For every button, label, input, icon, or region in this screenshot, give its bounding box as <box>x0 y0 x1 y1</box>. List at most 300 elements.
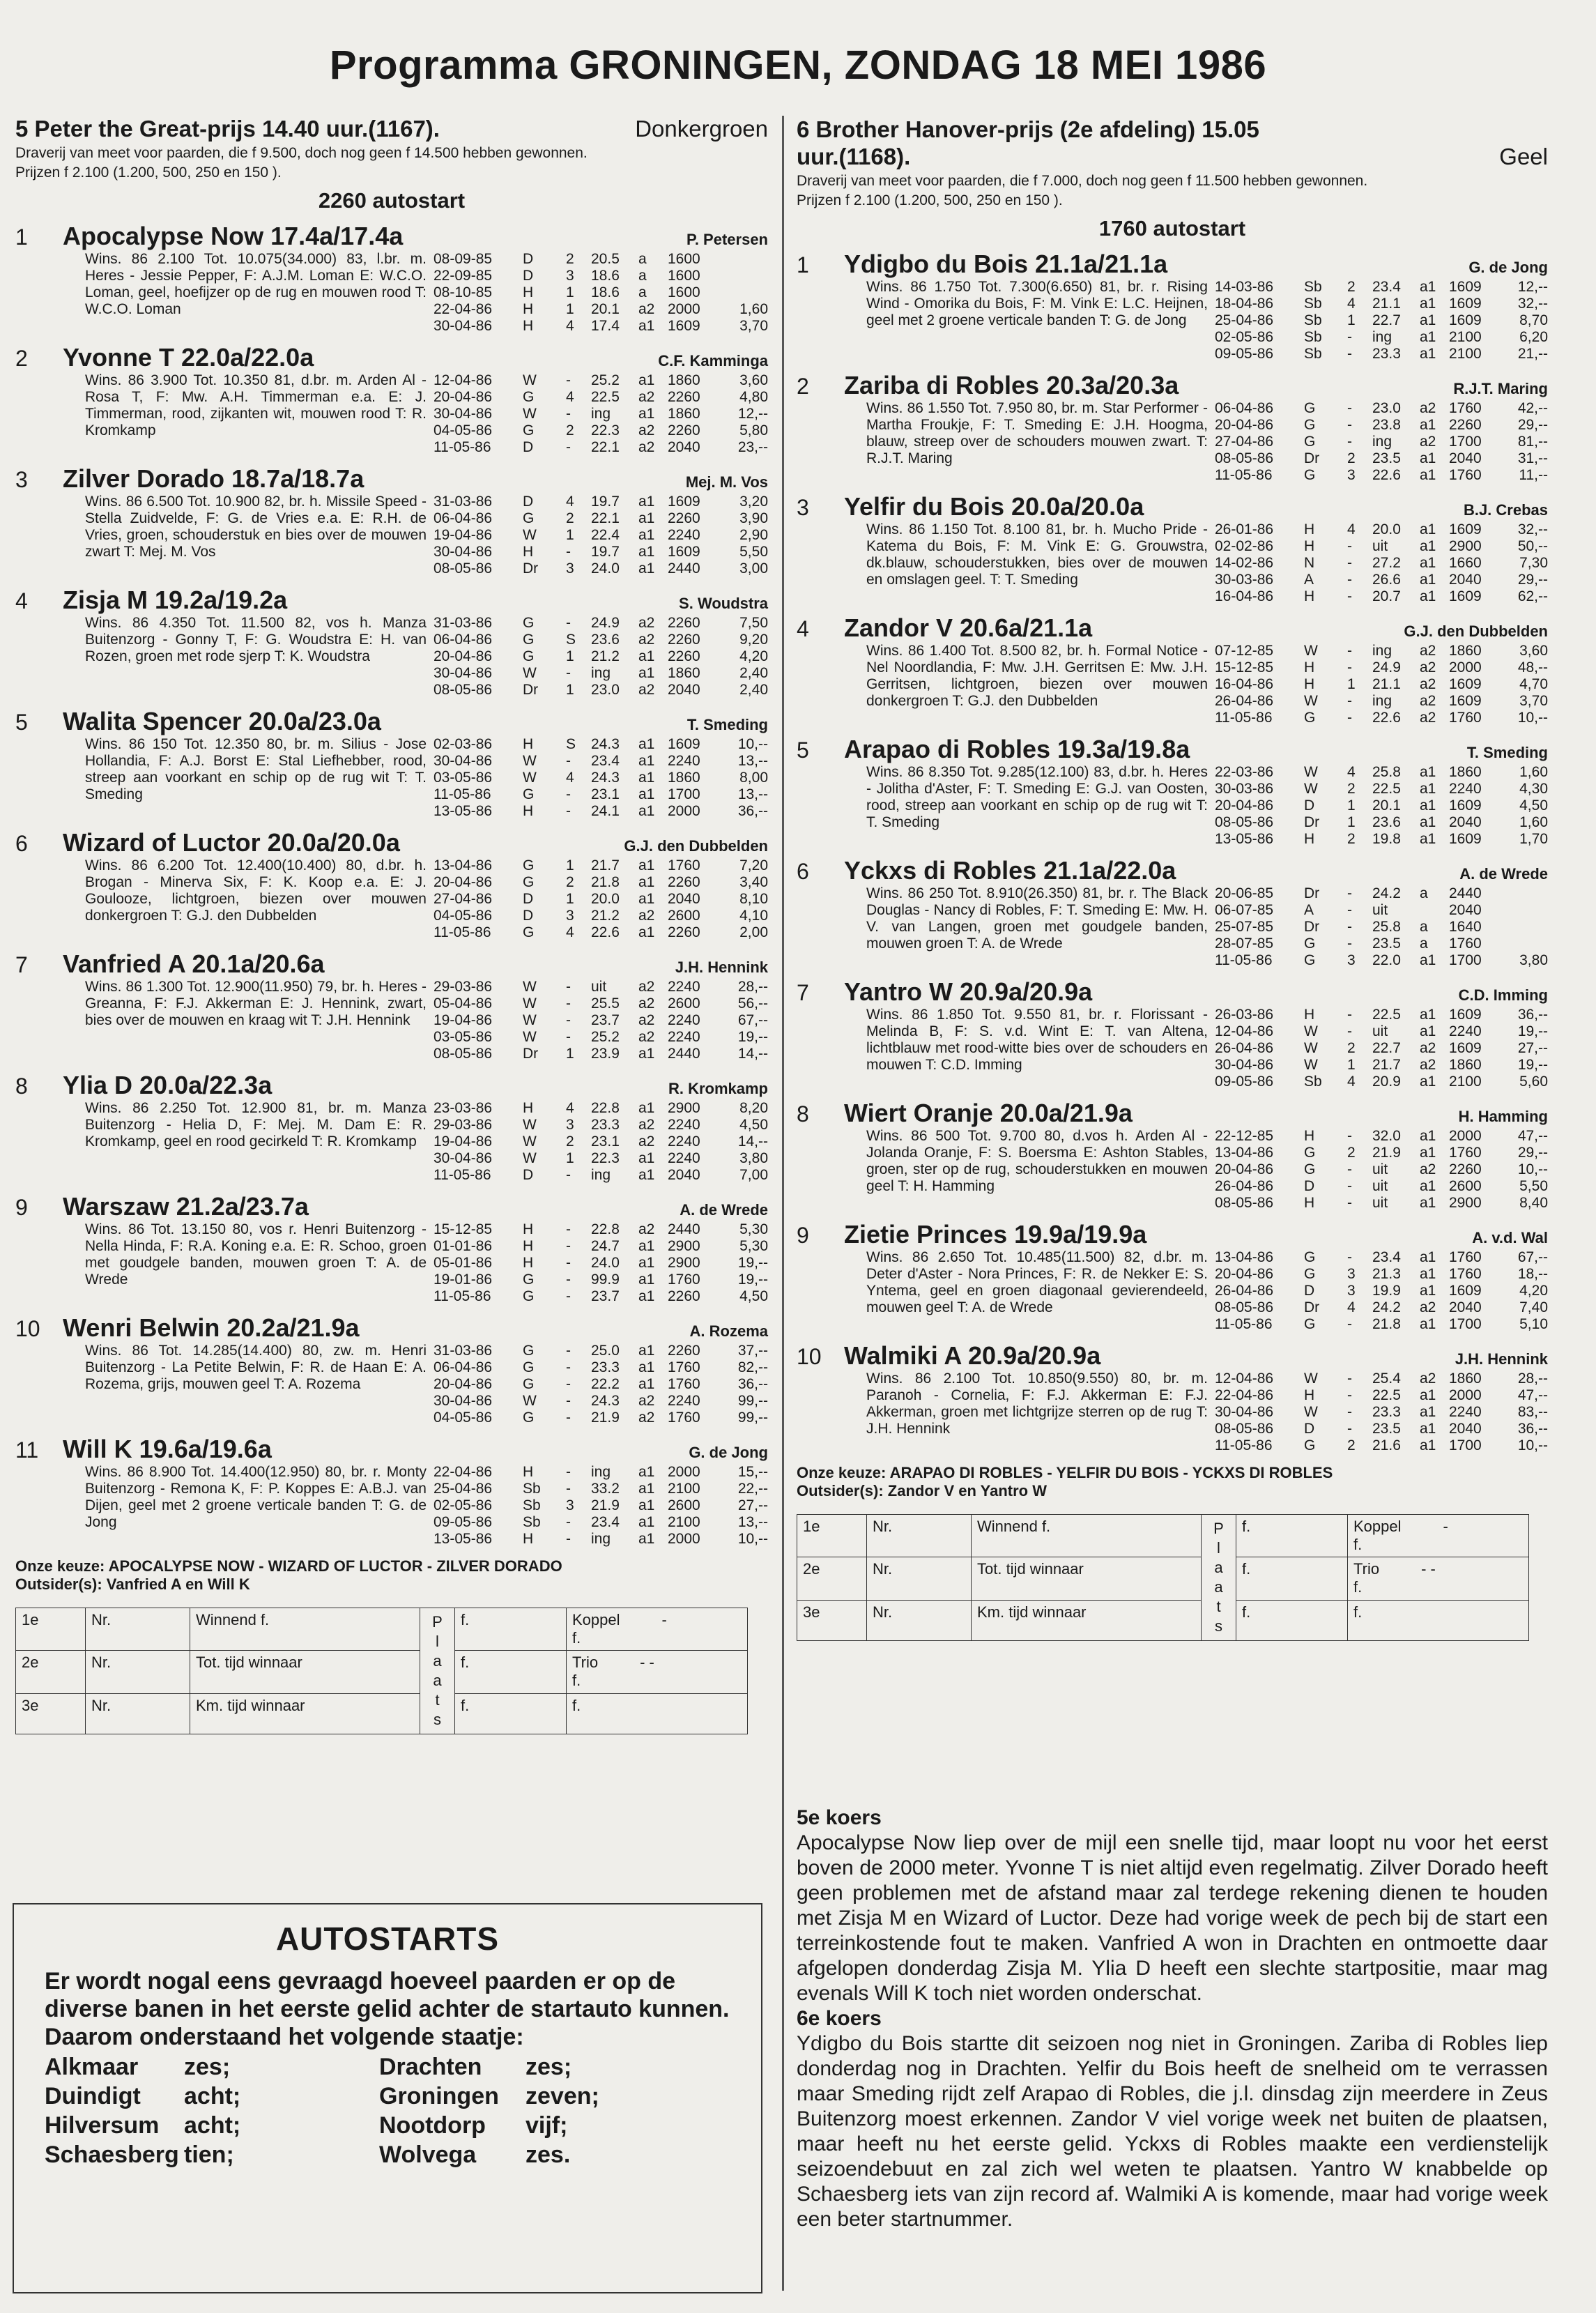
start-row <box>1215 693 1548 710</box>
bet-extra-f: f. <box>1353 1578 1363 1596</box>
horse-starts <box>1215 400 1548 484</box>
start-row <box>1215 952 1548 969</box>
start-cell: - <box>1347 1178 1352 1194</box>
start-cell: 19,-- <box>1517 1057 1548 1073</box>
start-cell: - <box>1347 572 1352 588</box>
start-cell: 2 <box>1347 1145 1356 1161</box>
horse-entry <box>15 1435 768 1548</box>
start-cell: 2040 <box>668 1167 700 1183</box>
start-cell <box>1505 919 1548 936</box>
bet-cell: Km. tijd winnaar <box>190 1693 420 1734</box>
horse-description: Wins. 86 8.350 Tot. 9.285(12.100) 83, d.br. h. Heres - Jolitha d'Aster, F: T. Smeding E: G.J. van Oosten, rood, streep aan voorkant en schip op de rug wit T: T. Smeding <box>866 764 1208 830</box>
start-cell: a1 <box>638 510 655 526</box>
start-cell: 48,-- <box>1517 659 1548 675</box>
start-cell: 1 <box>566 284 574 300</box>
start-cell: 4,80 <box>739 389 768 405</box>
start-cell: - <box>1347 400 1352 416</box>
start-cell: 2240 <box>1449 1404 1482 1420</box>
start-cell: 23.8 <box>1372 417 1401 433</box>
horse-name: Yckxs di Robles 21.1a/22.0a <box>844 856 1176 885</box>
start-cell: 22.7 <box>1372 312 1401 328</box>
start-cell: a2 <box>638 389 655 405</box>
start-row <box>433 908 768 924</box>
start-cell: 21.8 <box>591 874 620 890</box>
horse-header <box>797 1220 1548 1249</box>
start-cell: Dr <box>1304 450 1320 466</box>
start-cell: 36,-- <box>1517 1421 1548 1437</box>
start-cell: 27-04-86 <box>1215 434 1274 450</box>
start-cell: 28,-- <box>1517 1371 1548 1387</box>
start-cell: 1860 <box>668 665 700 681</box>
horse-body <box>15 1464 768 1548</box>
start-cell: 23.3 <box>591 1117 620 1133</box>
start-cell: H <box>523 736 534 752</box>
start-cell: 1760 <box>1449 1249 1482 1265</box>
start-cell: 3,80 <box>739 1150 768 1166</box>
horse-number: 3 <box>15 467 28 492</box>
start-cell: 1860 <box>1449 1057 1482 1073</box>
start-row <box>433 1464 768 1481</box>
start-cell: - <box>566 1012 571 1028</box>
start-cell: 31,-- <box>1517 450 1548 466</box>
start-cell: 3,80 <box>1519 952 1548 968</box>
start-cell: a1 <box>638 1046 655 1062</box>
start-cell: 11-05-86 <box>433 439 491 455</box>
horse-driver: T. Smeding <box>686 716 768 733</box>
start-row <box>1215 1299 1548 1316</box>
start-cell: 2040 <box>668 891 700 907</box>
autostart-cell: Duindigt <box>45 2083 141 2109</box>
start-cell: 10,-- <box>737 1531 768 1547</box>
race-5-horse-list <box>15 222 768 1548</box>
horse-name: Arapao di Robles 19.3a/19.8a <box>844 735 1190 763</box>
horse-number: 1 <box>15 224 28 250</box>
column-divider <box>782 116 784 2291</box>
start-cell: 2000 <box>1449 1387 1482 1403</box>
start-cell: - <box>1347 1249 1352 1265</box>
start-cell: uit <box>1372 1195 1388 1211</box>
start-row <box>1215 467 1548 484</box>
start-cell: 2260 <box>668 1288 700 1304</box>
start-cell: a1 <box>638 1497 655 1513</box>
start-cell: a2 <box>638 1029 655 1045</box>
start-cell: a1 <box>1420 279 1436 295</box>
start-cell: 20-04-86 <box>1215 417 1274 433</box>
start-cell: 32,-- <box>1517 296 1548 312</box>
start-cell: 23.7 <box>591 1288 620 1304</box>
start-cell: G <box>523 1272 535 1288</box>
start-cell: 1609 <box>1449 312 1482 328</box>
start-cell: a2 <box>638 1117 655 1133</box>
start-cell: 2100 <box>1449 1074 1482 1090</box>
start-row <box>433 1221 768 1238</box>
start-cell: 24.2 <box>1372 885 1401 901</box>
horse-driver: G.J. den Dubbelden <box>1404 623 1548 640</box>
start-row <box>1215 1283 1548 1299</box>
start-cell: - <box>566 979 571 995</box>
horse-number: 1 <box>797 252 809 277</box>
start-cell: G <box>1304 434 1316 450</box>
start-cell: 24.1 <box>591 803 620 819</box>
start-row <box>1215 1178 1548 1195</box>
start-row <box>1215 312 1548 329</box>
start-cell: - <box>1347 885 1352 901</box>
start-cell: 23.1 <box>591 1133 620 1150</box>
start-cell: D <box>523 251 534 267</box>
start-cell: 1609 <box>1449 588 1482 604</box>
start-cell: a1 <box>638 1531 655 1547</box>
start-cell: 22.5 <box>1372 1007 1401 1023</box>
start-cell: 22.4 <box>591 527 620 543</box>
start-cell: W <box>523 406 537 422</box>
start-cell: 2 <box>1347 450 1356 466</box>
start-cell: - <box>566 1272 571 1288</box>
start-cell: - <box>566 1410 571 1426</box>
start-cell: 08-09-85 <box>433 251 493 267</box>
start-cell: 29-03-86 <box>433 979 493 995</box>
horse-description: Wins. 86 150 Tot. 12.350 80, br. m. Silius - Jose Hollandia, F: A.J. Borst E: Stal Liefhebber, rood, streep aan voorkant en schip op de rug wit T: T. Smeding <box>85 736 427 802</box>
start-cell: 2 <box>566 422 574 438</box>
horse-header <box>797 856 1548 885</box>
start-cell: 1660 <box>1449 555 1482 571</box>
bet-extra-label: Trio <box>1353 1560 1380 1578</box>
start-cell: 32.0 <box>1372 1128 1401 1144</box>
start-cell: H <box>1304 1195 1315 1211</box>
start-cell: H <box>1304 676 1315 692</box>
start-cell: a1 <box>638 874 655 890</box>
start-cell: W <box>523 1393 537 1409</box>
autostart-cell: Drachten <box>379 2054 482 2080</box>
start-cell: 7,00 <box>739 1167 768 1183</box>
start-cell: a1 <box>1420 764 1436 780</box>
start-row <box>1215 1074 1548 1090</box>
horse-description: Wins. 86 2.100 Tot. 10.850(9.550) 80, br. m. Paranoh - Cornelia, F: F.J. Akkerman E: F.J. Akkerman, groen met lichtgrijze sterren op de rug T: J.H. Hennink <box>866 1371 1208 1437</box>
start-cell: 2240 <box>668 1012 700 1028</box>
race-5-heading <box>15 116 768 142</box>
start-cell: W <box>523 1133 537 1150</box>
start-row <box>433 924 768 941</box>
start-cell: a2 <box>638 1221 655 1237</box>
start-cell: - <box>1347 1421 1352 1437</box>
start-cell: 19-04-86 <box>433 1133 493 1150</box>
start-cell: 5,60 <box>1519 1074 1548 1090</box>
start-cell: 2,40 <box>739 665 768 681</box>
horse-name: Yantro W 20.9a/20.9a <box>844 977 1093 1006</box>
horse-starts <box>1215 643 1548 726</box>
start-cell: W <box>523 770 537 786</box>
start-cell: 5,30 <box>739 1238 768 1254</box>
start-cell: 09-05-86 <box>1215 346 1274 362</box>
start-cell: - <box>566 753 571 769</box>
start-cell: 2040 <box>1449 1421 1482 1437</box>
start-row <box>1215 659 1548 676</box>
start-cell: a1 <box>638 406 655 422</box>
start-cell: 4,10 <box>739 908 768 924</box>
start-cell: 13,-- <box>737 1514 768 1530</box>
race-5-distance: 2260 autostart <box>318 188 466 213</box>
horse-entry <box>797 1220 1548 1333</box>
start-row <box>433 1272 768 1288</box>
start-cell: 4 <box>566 389 574 405</box>
horse-body <box>15 1221 768 1305</box>
start-cell: 4,20 <box>1519 1283 1548 1299</box>
start-row <box>1215 296 1548 312</box>
start-cell: 22.7 <box>1372 1040 1401 1056</box>
race-5-color: Donkergroen <box>635 116 768 142</box>
start-cell: 30-04-86 <box>433 753 493 769</box>
start-cell: 5,50 <box>739 544 768 560</box>
autostarts-text: Er wordt nogal eens gevraagd hoeveel paarden er op de diverse banen in het eerste gelid achter de startauto kunnen. Daarom onderstaand het volgende staatje: <box>45 1968 730 2050</box>
start-cell: 24.2 <box>1372 1299 1401 1315</box>
start-cell: 11-05-86 <box>433 1167 491 1183</box>
start-row <box>1215 831 1548 848</box>
start-cell: 22-03-86 <box>1215 764 1274 780</box>
start-cell: 21.7 <box>591 857 620 873</box>
start-cell: a1 <box>1420 1316 1436 1332</box>
horse-driver: R. Kromkamp <box>668 1080 768 1097</box>
start-row <box>433 979 768 995</box>
horse-name: Yvonne T 22.0a/22.0a <box>63 343 314 372</box>
start-cell: G <box>523 422 535 438</box>
start-cell: D <box>523 891 534 907</box>
start-cell: H <box>1304 538 1315 554</box>
start-row <box>433 318 768 335</box>
start-cell: a2 <box>638 1133 655 1150</box>
start-cell: a2 <box>1420 643 1436 659</box>
horse-body <box>15 979 768 1062</box>
start-cell: 1 <box>566 682 574 698</box>
start-row <box>433 439 768 456</box>
start-cell: 1 <box>1347 814 1356 830</box>
start-cell: 11-05-86 <box>1215 710 1273 726</box>
horse-number: 10 <box>797 1344 822 1369</box>
start-cell: 25.8 <box>1372 764 1401 780</box>
start-cell: a2 <box>1420 693 1436 709</box>
start-cell: 22,-- <box>737 1481 768 1497</box>
start-cell: 2240 <box>668 1029 700 1045</box>
start-cell: 5,80 <box>739 422 768 438</box>
start-cell: ing <box>1372 434 1392 450</box>
start-cell: D <box>1304 797 1315 814</box>
start-cell: 2440 <box>668 1221 700 1237</box>
start-row <box>1215 814 1548 831</box>
start-cell: a1 <box>1420 467 1436 483</box>
start-cell: 23.4 <box>1372 1249 1401 1265</box>
start-cell: 2100 <box>1449 346 1482 362</box>
start-cell: - <box>566 615 571 631</box>
start-cell: 22.6 <box>1372 710 1401 726</box>
autostart-cell: Alkmaar <box>45 2054 139 2080</box>
start-cell: 15-12-85 <box>433 1221 493 1237</box>
start-cell: 3 <box>1347 1283 1356 1299</box>
start-row <box>433 544 768 560</box>
start-cell: 2260 <box>668 615 700 631</box>
start-cell: uit <box>1372 1023 1388 1039</box>
bet-cell: Nr. <box>86 1608 190 1651</box>
start-cell: a <box>1420 919 1428 935</box>
horse-driver: T. Smeding <box>1466 744 1548 761</box>
start-cell: 21.2 <box>591 908 620 924</box>
start-cell: 22-04-86 <box>433 301 493 317</box>
start-cell: 22.6 <box>1372 467 1401 483</box>
start-row <box>1215 1404 1548 1421</box>
start-row <box>433 268 768 284</box>
start-cell: a2 <box>638 1012 655 1028</box>
bet-extra-label: Koppel <box>1353 1518 1402 1535</box>
start-row <box>1215 1316 1548 1333</box>
autostart-cell: Schaesberg <box>45 2142 179 2168</box>
start-cell: H <box>523 1255 534 1271</box>
start-cell: 20-04-86 <box>1215 1161 1274 1177</box>
start-cell: 13,-- <box>737 786 768 802</box>
start-cell: a2 <box>638 615 655 631</box>
bet-amount-cell: f. <box>1236 1600 1348 1640</box>
autostart-cell: Groningen <box>379 2083 499 2109</box>
start-row <box>433 770 768 786</box>
start-cell: W <box>1304 1057 1318 1073</box>
start-cell: 47,-- <box>1517 1387 1548 1403</box>
start-cell: 22.1 <box>591 510 620 526</box>
start-cell: a2 <box>638 422 655 438</box>
start-cell: 03-05-86 <box>433 1029 493 1045</box>
start-cell: - <box>1347 710 1352 726</box>
horse-driver: G. de Jong <box>1468 259 1548 276</box>
start-cell: G <box>1304 417 1316 433</box>
horse-driver: J.H. Hennink <box>1455 1350 1548 1368</box>
start-row <box>433 251 768 268</box>
start-cell: a1 <box>1420 1266 1436 1282</box>
horse-body <box>15 1100 768 1184</box>
start-cell: 22.8 <box>591 1100 620 1116</box>
start-cell: 1760 <box>668 857 700 873</box>
start-cell: 21.2 <box>591 648 620 664</box>
start-cell: 13-04-86 <box>433 857 493 873</box>
start-cell: 1 <box>1347 797 1356 814</box>
start-cell: - <box>566 544 571 560</box>
horse-body <box>15 494 768 577</box>
horse-header <box>15 343 768 372</box>
start-cell: 23.7 <box>591 1012 620 1028</box>
start-cell: a2 <box>1420 710 1436 726</box>
start-cell: 6,20 <box>1519 329 1548 345</box>
start-cell: 2900 <box>1449 538 1482 554</box>
horse-header <box>15 1192 768 1221</box>
start-cell: 1609 <box>1449 279 1482 295</box>
start-row <box>433 1167 768 1184</box>
start-cell: 2900 <box>668 1100 700 1116</box>
start-row <box>1215 1371 1548 1387</box>
start-cell: 42,-- <box>1517 400 1548 416</box>
race-6-distance: 1760 autostart <box>1098 216 1246 241</box>
autostarts-box <box>13 1903 762 2293</box>
start-cell: Sb <box>1304 1074 1322 1090</box>
start-cell: 1640 <box>1449 919 1482 935</box>
bet-extra-cell <box>1348 1600 1529 1640</box>
start-cell: 30-04-86 <box>1215 1057 1274 1073</box>
horse-driver: J.H. Hennink <box>675 959 768 976</box>
race-6-outsider: Outsider(s): Zandor V en Yantro W <box>797 1482 1047 1499</box>
start-cell: a2 <box>1420 659 1436 675</box>
horse-entry <box>15 464 768 577</box>
start-cell: a1 <box>1420 417 1436 433</box>
start-cell: 3,20 <box>739 494 768 510</box>
start-cell: 09-05-86 <box>1215 1074 1274 1090</box>
start-cell: a1 <box>638 736 655 752</box>
horse-body <box>797 764 1548 848</box>
start-cell: W <box>1304 1023 1318 1039</box>
start-cell: 1700 <box>668 786 700 802</box>
start-cell: 20-04-86 <box>1215 797 1274 814</box>
start-row <box>1215 450 1548 467</box>
start-row <box>433 1288 768 1305</box>
bet-amount-cell: f. <box>1236 1515 1348 1557</box>
start-cell: 4,50 <box>1519 797 1548 814</box>
start-cell: 1760 <box>1449 400 1482 416</box>
start-cell: G <box>523 615 535 631</box>
start-cell: 2040 <box>1449 902 1482 918</box>
start-cell: 23.0 <box>1372 400 1401 416</box>
start-cell: Sb <box>523 1481 541 1497</box>
start-cell: 8,40 <box>1519 1195 1548 1211</box>
start-cell: 2000 <box>668 301 700 317</box>
start-cell: G <box>523 389 535 405</box>
start-cell: Dr <box>1304 919 1320 935</box>
start-cell: 1609 <box>668 318 700 334</box>
start-cell: 24.3 <box>591 770 620 786</box>
start-cell: 2 <box>1347 1437 1356 1453</box>
start-cell: 8,00 <box>739 770 768 786</box>
horse-starts <box>433 615 768 699</box>
start-cell: G <box>1304 1266 1316 1282</box>
start-cell: a2 <box>638 1393 655 1409</box>
start-cell: 30-03-86 <box>1215 572 1274 588</box>
start-row <box>433 1359 768 1376</box>
start-cell: 13-04-86 <box>1215 1145 1274 1161</box>
horse-driver: C.F. Kamminga <box>658 352 768 369</box>
horse-name: Ylia D 20.0a/22.3a <box>63 1071 273 1099</box>
start-cell: 67,-- <box>737 1012 768 1028</box>
start-cell: a2 <box>1420 676 1436 692</box>
start-cell: 3 <box>1347 1266 1356 1282</box>
bet-cell: Nr. <box>86 1651 190 1693</box>
start-cell: a2 <box>1420 1057 1436 1073</box>
start-cell: 62,-- <box>1517 588 1548 604</box>
horse-body <box>797 400 1548 484</box>
start-cell: 01-01-86 <box>433 1238 493 1254</box>
bet-extra-label: Trio <box>572 1654 599 1672</box>
start-cell: 1760 <box>1449 1266 1482 1282</box>
start-cell: - <box>1347 1387 1352 1403</box>
start-cell: 30-04-86 <box>433 544 493 560</box>
start-cell: 2600 <box>668 908 700 924</box>
start-cell: 3 <box>566 1117 574 1133</box>
start-cell: 24.3 <box>591 1393 620 1409</box>
race-6-conditions: Draverij van meet voor paarden, die f 7.000, doch nog geen f 11.500 hebben gewonnen. <box>797 173 1368 189</box>
start-cell: 21.7 <box>1372 1057 1401 1073</box>
start-row <box>1215 1057 1548 1074</box>
horse-starts <box>433 1343 768 1426</box>
start-cell: a1 <box>1420 555 1436 571</box>
start-cell: 11-05-86 <box>1215 952 1273 968</box>
start-cell: 17.4 <box>591 318 620 334</box>
start-cell: 4,20 <box>739 648 768 664</box>
horse-starts <box>433 251 768 335</box>
start-cell: 21.1 <box>1372 676 1401 692</box>
start-cell: - <box>1347 1161 1352 1177</box>
horse-name: Will K 19.6a/19.6a <box>63 1435 272 1463</box>
start-cell: 19,-- <box>737 1255 768 1271</box>
start-row <box>433 406 768 422</box>
